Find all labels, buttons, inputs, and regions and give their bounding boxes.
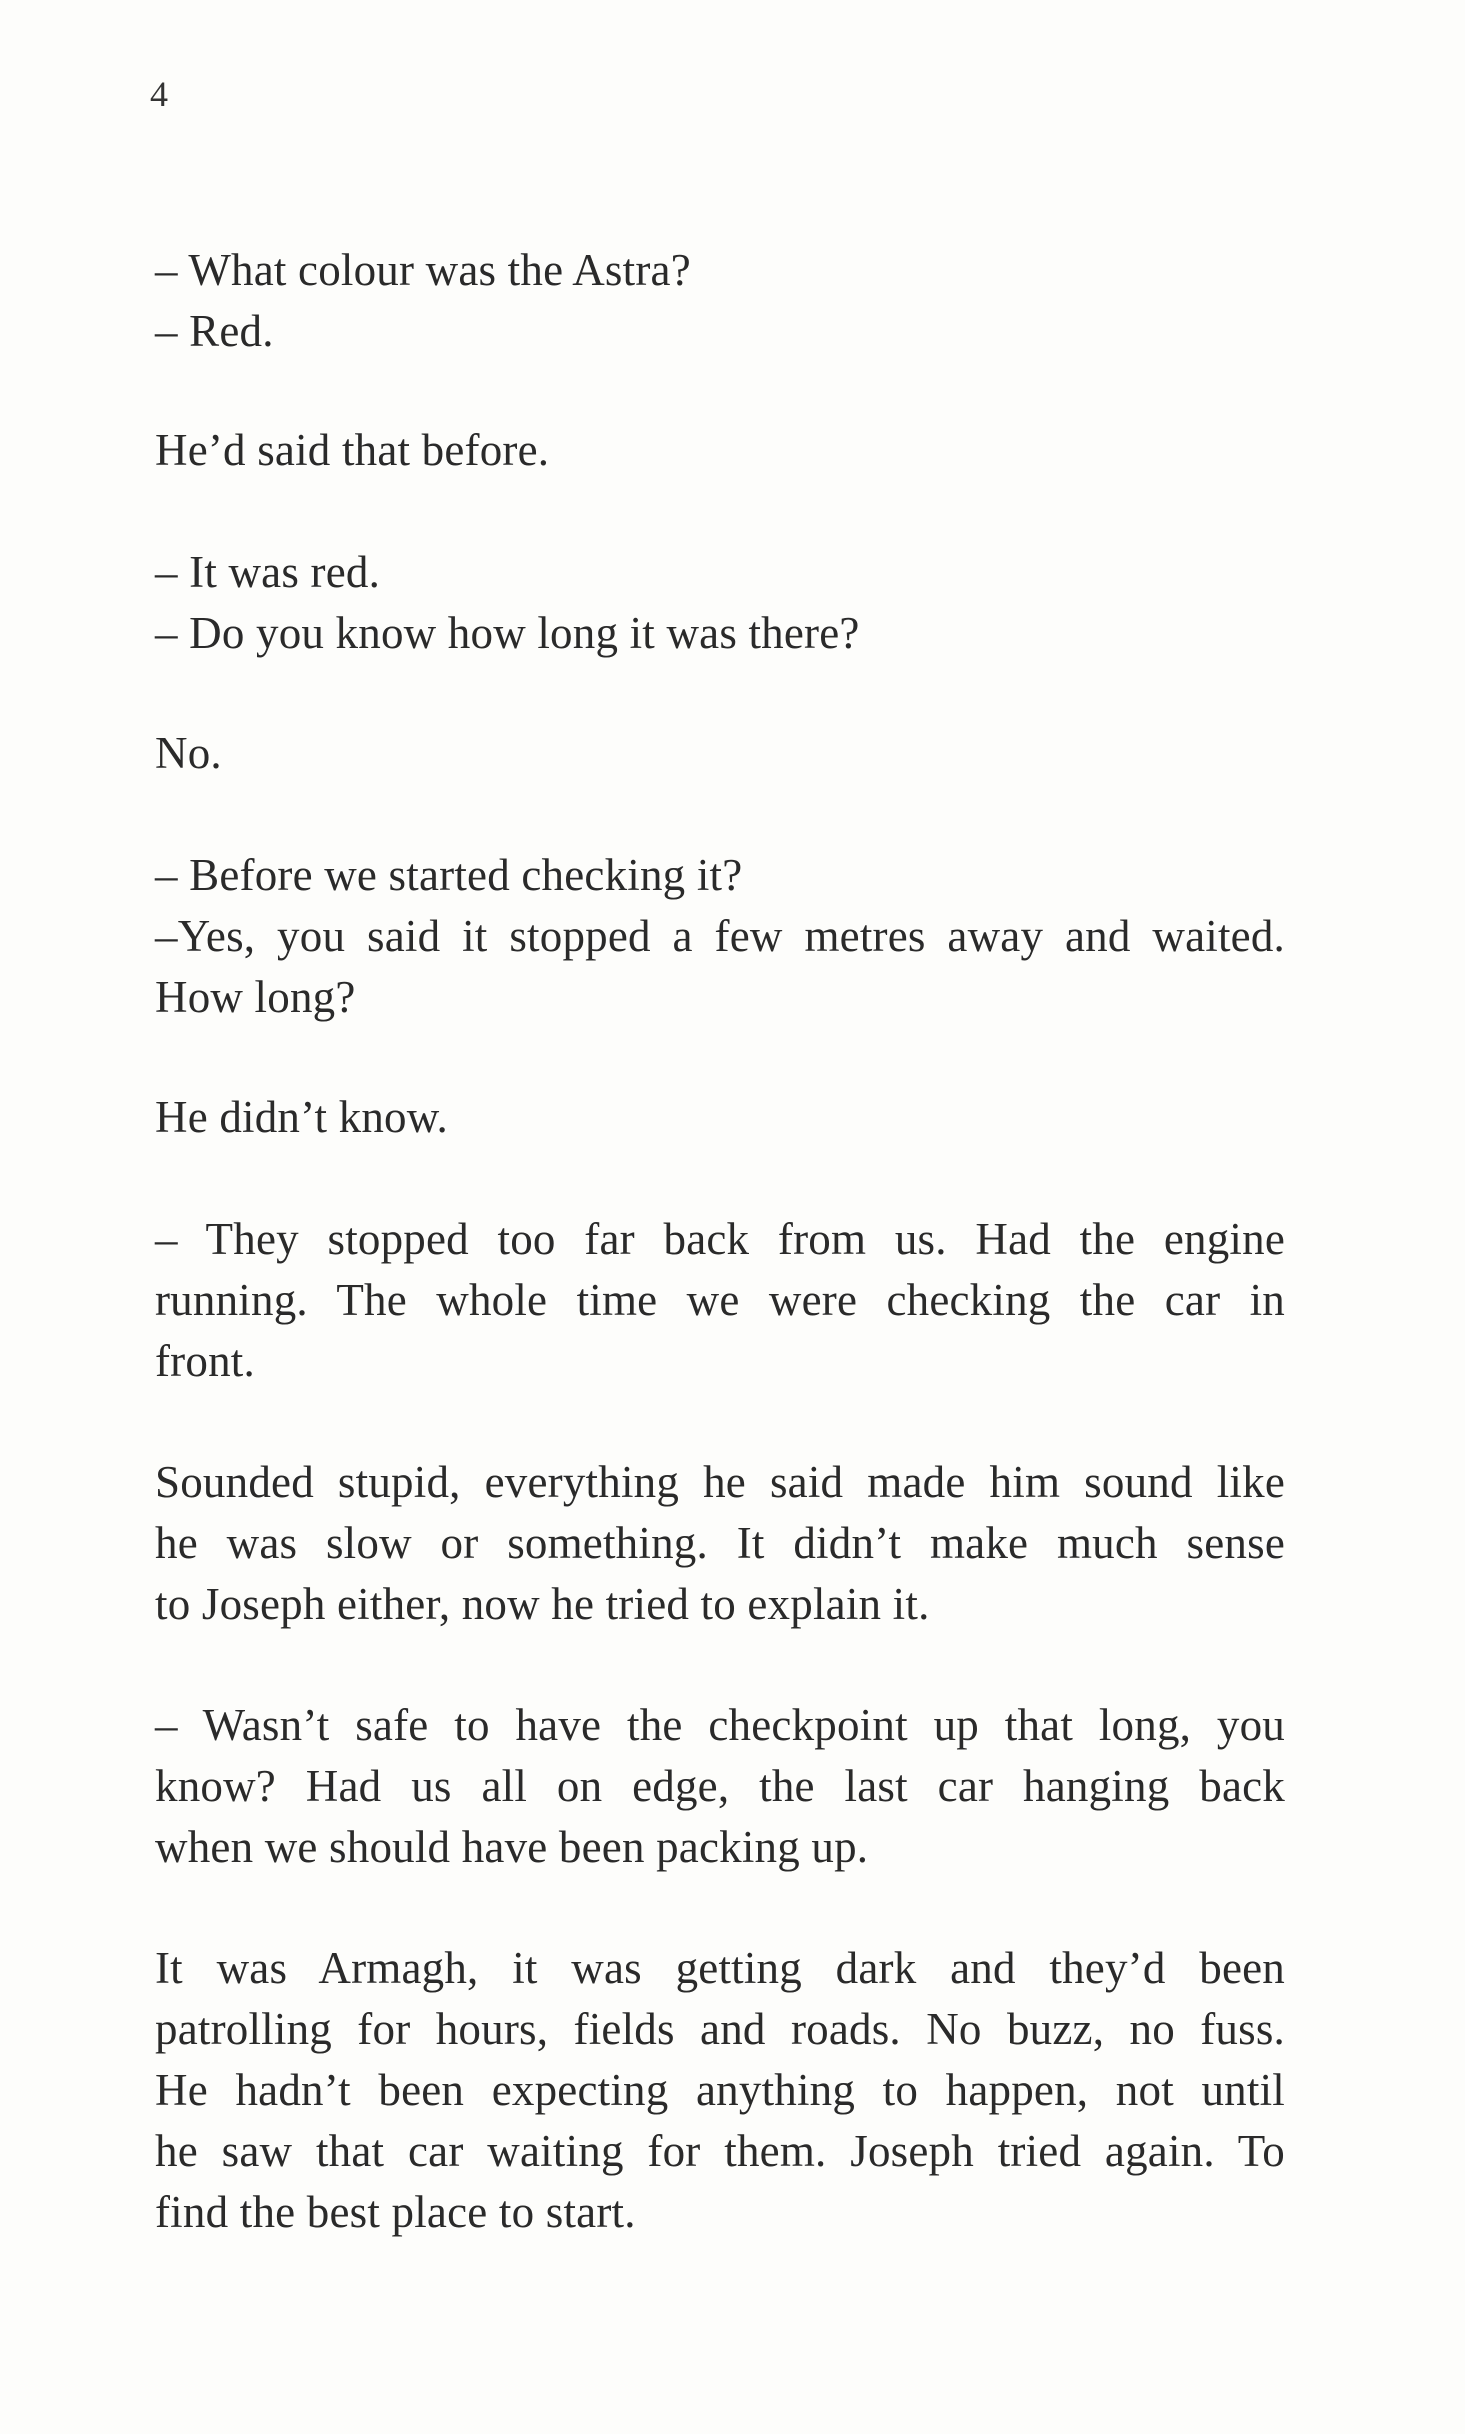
narration-block <box>155 420 1285 481</box>
text-line: to Joseph either, now he tried to explain it. <box>155 1579 930 1629</box>
text-line: – Wasn’t safe to have the checkpoint up that long, you <box>155 1700 1285 1750</box>
dialogue-block <box>155 845 1285 1028</box>
text-line: –Yes, you said it stopped a few metres away and waited. <box>155 911 1285 961</box>
text-line: know? Had us all on edge, the last car hanging back <box>155 1761 1285 1811</box>
text-line: running. The whole time we were checking the car in <box>155 1275 1285 1325</box>
text-line: No. <box>155 728 222 778</box>
text-line: – What colour was the Astra? <box>155 245 691 295</box>
dialogue-block <box>155 542 1285 664</box>
text-line: He didn’t know. <box>155 1092 448 1142</box>
page-number: 4 <box>150 74 168 114</box>
text-line: front. <box>155 1336 255 1386</box>
dialogue-block <box>155 1695 1285 1878</box>
dialogue-block <box>155 240 1285 362</box>
text-line: – They stopped too far back from us. Had the engine <box>155 1214 1285 1264</box>
text-line: It was Armagh, it was getting dark and they’d been <box>155 1943 1285 1993</box>
text-line: find the best place to start. <box>155 2187 636 2237</box>
text-line: – It was red. <box>155 547 381 597</box>
text-line: Sounded stupid, everything he said made him sound like <box>155 1457 1285 1507</box>
text-line: – Before we started checking it? <box>155 850 743 900</box>
text-line: when we should have been packing up. <box>155 1822 869 1872</box>
text-line: He hadn’t been expecting anything to happen, not until <box>155 2065 1285 2115</box>
dialogue-block <box>155 1209 1285 1392</box>
narration-block <box>155 1938 1285 2243</box>
narration-block <box>155 1087 1285 1148</box>
text-line: He’d said that before. <box>155 425 550 475</box>
text-line: patrolling for hours, fields and roads. No buzz, no fuss. <box>155 2004 1285 2054</box>
narration-block <box>155 723 1285 784</box>
narration-block <box>155 1452 1285 1635</box>
text-line: – Do you know how long it was there? <box>155 608 860 658</box>
text-line: – Red. <box>155 306 274 356</box>
text-line: How long? <box>155 972 356 1022</box>
text-line: he saw that car waiting for them. Joseph tried again. To <box>155 2126 1285 2176</box>
text-line: he was slow or something. It didn’t make much sense <box>155 1518 1285 1568</box>
